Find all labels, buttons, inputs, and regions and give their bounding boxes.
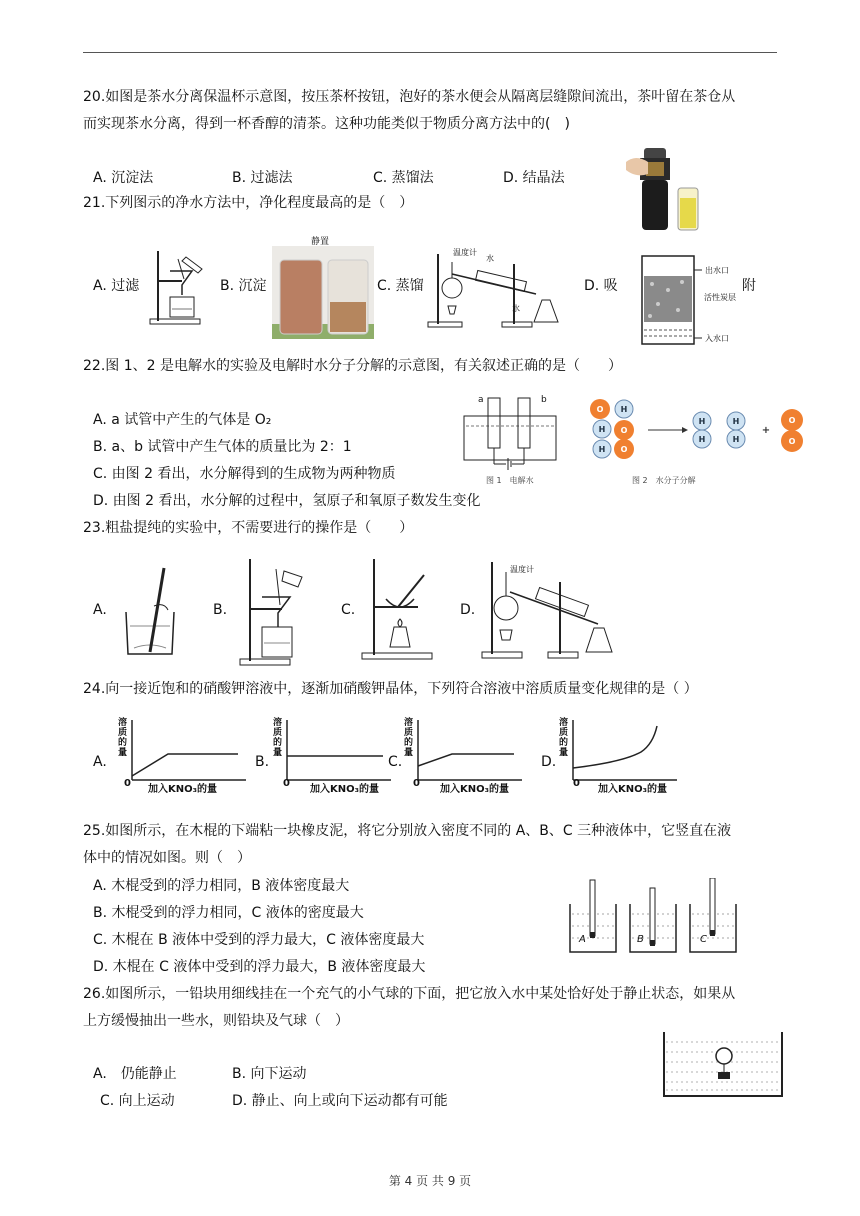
q22-option-d[interactable]: D. 由图 2 看出，水分解的过程中，氢原子和氧原子数发生变化 (93, 493, 481, 509)
q20-option-b[interactable]: B. 过滤法 (232, 170, 293, 186)
q23-dissolving-figure (120, 566, 182, 658)
q23-option-a[interactable]: A. (93, 602, 107, 618)
q26-balloon-figure (662, 1030, 786, 1100)
q20-option-a[interactable]: A. 沉淀法 (93, 170, 154, 186)
svg-text:H: H (698, 435, 706, 444)
q24-graph-c-origin: 0 (413, 778, 420, 789)
svg-text:O: O (788, 437, 796, 446)
q24-graph-b-origin: 0 (283, 778, 290, 789)
q21-option-a[interactable]: A. 过滤 (93, 278, 140, 294)
q24-option-b[interactable]: B. (255, 754, 270, 770)
q23-filtration-figure (238, 557, 308, 667)
q21-option-d-tail: 附 (742, 278, 756, 294)
q23-distillation-figure (480, 558, 620, 660)
q23-option-b[interactable]: B. (213, 602, 228, 618)
q21-distillation-figure (426, 244, 576, 330)
q21-adsorption-outlet-label: 出水口 (705, 266, 729, 275)
q21-stem: 21.下列图示的净水方法中，净化程度最高的是（ ） (83, 195, 414, 211)
svg-text:O: O (596, 405, 604, 414)
svg-text:H: H (598, 425, 606, 434)
q25-beaker-c-label: C (700, 934, 707, 945)
q20-option-d[interactable]: D. 结晶法 (503, 170, 565, 186)
q23-option-c[interactable]: C. (341, 602, 356, 618)
q22-stem: 22.图 1、2 是电解水的实验及电解时水分子分解的示意图，有关叙述正确的是（ ） (83, 358, 622, 374)
svg-text:H: H (732, 417, 740, 426)
svg-text:+: + (761, 425, 771, 436)
q25-option-d[interactable]: D. 木棍在 C 液体中受到的浮力最大，B 液体密度最大 (93, 959, 426, 975)
q24-graph-c-ylabel: 溶 质 的 量 (404, 718, 414, 758)
q20-stem-line1: 20.如图是茶水分离保温杯示意图，按压茶杯按钮，泡好的茶水便会从隔离层缝隙间流出，茶叶留在茶仓从 (83, 89, 736, 105)
q24-graph-b-ylabel: 溶 质 的 量 (273, 718, 283, 758)
svg-text:H: H (620, 405, 628, 414)
q26-option-b[interactable]: B. 向下运动 (232, 1066, 307, 1082)
q25-stem-line1: 25.如图所示，在木棍的下端粘一块橡皮泥，将它分别放入密度不同的 A、B、C 三种液体中，它竖直在液 (83, 823, 732, 839)
q26-option-a[interactable]: A. 仍能静止 (93, 1066, 177, 1082)
svg-text:H: H (732, 435, 740, 444)
q22-option-b[interactable]: B. a、b 试管中产生气体的质量比为 2：1 (93, 439, 352, 455)
svg-text:O: O (620, 426, 628, 435)
q24-option-d[interactable]: D. (541, 754, 557, 770)
q22-option-c[interactable]: C. 由图 2 看出，水分解得到的生成物为两种物质 (93, 466, 396, 482)
q26-option-c[interactable]: C. 向上运动 (100, 1093, 175, 1109)
q24-graph-a-xlabel: 加入KNO₃的量 (148, 784, 217, 795)
q21-sedimentation-caption: 静置 (311, 237, 330, 247)
q24-graph-d-xlabel: 加入KNO₃的量 (598, 784, 667, 795)
q21-option-b[interactable]: B. 沉淀 (220, 278, 267, 294)
q24-graph-d-ylabel: 溶 质 的 量 (559, 718, 569, 758)
q24-graph-a-ylabel: 溶 质 的 量 (118, 718, 128, 758)
page-footer: 第 4 页 共 9 页 (388, 1174, 472, 1188)
q25-option-b[interactable]: B. 木棍受到的浮力相同，C 液体的密度最大 (93, 905, 364, 921)
q22-option-a[interactable]: A. a 试管中产生的气体是 O₂ (93, 412, 272, 428)
q25-beakers-figure (566, 878, 746, 954)
q24-stem: 24.向一接近饱和的硝酸钾溶液中，逐渐加硝酸钾晶体，下列符合溶液中溶质质量变化规律的是（ ） (83, 681, 698, 697)
q24-graph-c-xlabel: 加入KNO₃的量 (440, 784, 509, 795)
q26-option-d[interactable]: D. 静止、向上或向下运动都有可能 (232, 1093, 448, 1109)
svg-text:O: O (620, 445, 628, 454)
q23-evaporation-figure (358, 557, 440, 661)
q25-stem-line2: 体中的情况如图。则（ ） (83, 850, 251, 866)
q23-stem: 23.粗盐提纯的实验中，不需要进行的操作是（ ） (83, 520, 414, 536)
q22-molecule-figure (586, 397, 812, 463)
q24-option-c[interactable]: C. (388, 754, 403, 770)
q21-adsorption-carbon-label: 活性炭层 (704, 293, 736, 302)
q22-fig2-caption: 图 2 水分子分解 (632, 476, 696, 485)
q25-option-a[interactable]: A. 木棍受到的浮力相同，B 液体密度最大 (93, 878, 350, 894)
q21-option-d[interactable]: D. 吸 (584, 278, 618, 294)
q24-graph-b-xlabel: 加入KNO₃的量 (310, 784, 379, 795)
q22-electrolysis-figure (460, 394, 560, 476)
q21-distillation-water-out-label: 水 (486, 254, 494, 263)
q22-tube-b-label: b (541, 395, 547, 405)
q22-fig1-caption: 图 1 电解水 (486, 476, 534, 485)
q20-thermos-figure (626, 140, 706, 234)
q24-graph-d-origin: 0 (573, 778, 580, 789)
q24-graph-a-origin: 0 (124, 778, 131, 789)
q26-stem-line1: 26.如图所示，一铅块用细线挂在一个充气的小气球的下面，把它放入水中某处恰好处于静止状态，如果从 (83, 986, 736, 1002)
svg-text:H: H (698, 417, 706, 426)
q21-adsorption-inlet-label: 入水口 (705, 334, 729, 343)
q23-distillation-thermometer-label: 温度计 (510, 565, 534, 574)
q20-option-c[interactable]: C. 蒸馏法 (373, 170, 434, 186)
q26-stem-line2: 上方缓慢抽出一些水，则铅块及气球（ ） (83, 1013, 349, 1029)
q23-option-d[interactable]: D. (460, 602, 476, 618)
q21-sedimentation-figure (272, 246, 374, 339)
q25-beaker-b-label: B (637, 934, 644, 945)
q20-stem-line2: 而实现茶水分离，得到一杯香醇的清茶。这种功能类似于物质分离方法中的( ) (83, 116, 570, 132)
q21-filtration-figure (148, 247, 208, 327)
q21-distillation-thermometer-label: 温度计 (453, 248, 477, 257)
q25-option-c[interactable]: C. 木棍在 B 液体中受到的浮力最大，C 液体密度最大 (93, 932, 425, 948)
header-rule (83, 52, 777, 53)
q21-distillation-water-in-label: 水 (512, 304, 520, 313)
q21-adsorption-figure (638, 250, 702, 350)
q25-beaker-a-label: A (579, 934, 586, 945)
svg-text:O: O (788, 416, 796, 425)
q24-option-a[interactable]: A. (93, 754, 107, 770)
q21-option-c[interactable]: C. 蒸馏 (377, 278, 424, 294)
q22-tube-a-label: a (478, 395, 484, 405)
svg-text:H: H (598, 445, 606, 454)
